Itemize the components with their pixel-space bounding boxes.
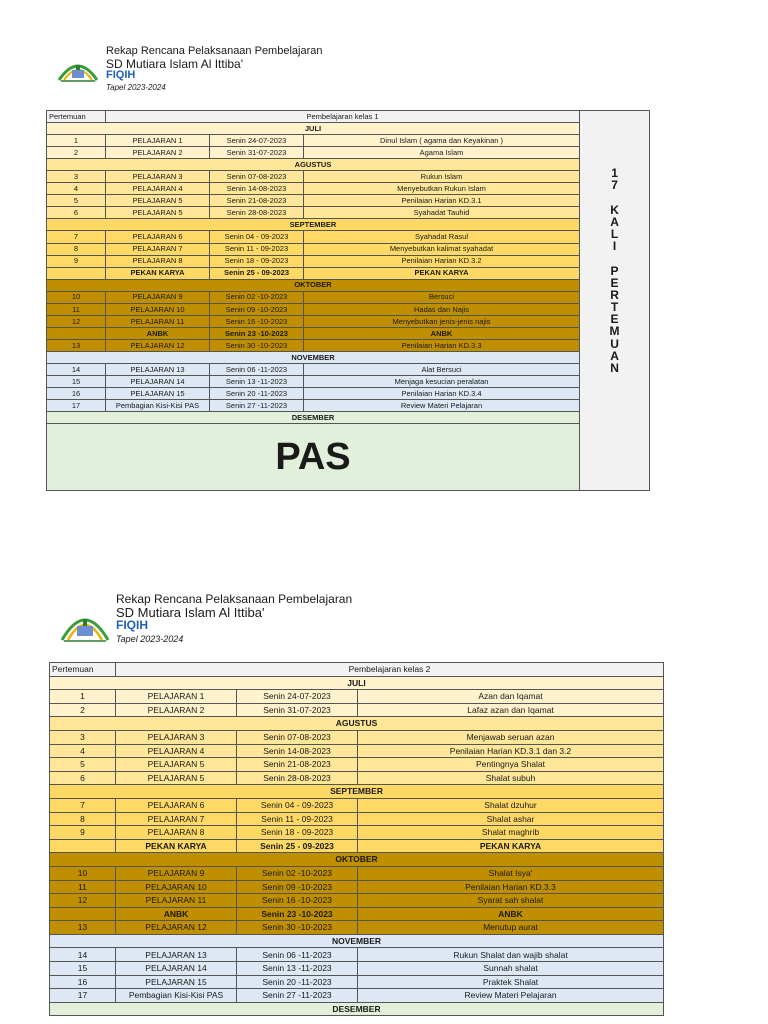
meeting-number-cell: 15: [50, 962, 116, 976]
table-row: [50, 880, 664, 894]
table-title: Pembelajaran kelas 1: [106, 111, 580, 123]
month-label: SEPTEMBER: [47, 219, 580, 231]
date-cell: Senin 09 -10-2023: [237, 880, 358, 894]
date-cell: Senin 31-07-2023: [237, 703, 358, 717]
table-row: [47, 291, 650, 303]
table-row: [50, 921, 664, 935]
banner-letter: E: [610, 312, 619, 327]
lesson-cell: ANBK: [106, 327, 210, 339]
banner-letter: M: [609, 324, 620, 339]
lesson-cell: PELAJARAN 7: [116, 812, 237, 826]
school-name: SD Mutiara Islam Al Ittiba': [116, 604, 265, 620]
date-cell: Senin 14-08-2023: [210, 183, 304, 195]
lesson-cell: PEKAN KARYA: [106, 267, 210, 279]
table-row: [47, 231, 650, 243]
table-row: [47, 243, 650, 255]
date-cell: Senin 09 -10-2023: [210, 303, 304, 315]
header-title: Rekap Rencana Pelaksanaan Pembelajaran: [116, 592, 353, 606]
table-row: [50, 744, 664, 758]
date-cell: Senin 30 -10-2023: [237, 921, 358, 935]
subject-name: FIQIH: [116, 618, 148, 633]
date-cell: Senin 16 -10-2023: [237, 894, 358, 908]
lesson-cell: PELAJARAN 5: [106, 195, 210, 207]
lesson-cell: ANBK: [116, 907, 237, 921]
meeting-number-cell: 11: [47, 303, 106, 315]
banner-letter: A: [610, 348, 619, 363]
banner-letter: P: [610, 263, 619, 278]
table-row: [47, 376, 650, 388]
topic-cell: Syarat sah shalat: [358, 894, 664, 908]
table-title: Pembelajaran kelas 2: [116, 663, 664, 677]
table-row: [50, 989, 664, 1003]
month-label: DESEMBER: [47, 412, 580, 424]
topic-cell: Lafaz azan dan Iqamat: [358, 703, 664, 717]
banner-letter: 7: [611, 178, 618, 193]
date-cell: Senin 27 -11-2023: [210, 400, 304, 412]
school-year: Tapel 2023-2024: [106, 82, 166, 92]
banner-letter: K: [610, 202, 619, 217]
lesson-cell: PELAJARAN 13: [106, 363, 210, 375]
lesson-cell: PELAJARAN 9: [116, 866, 237, 880]
meeting-number-cell: 5: [47, 195, 106, 207]
topic-cell: Penilaian Harian KD.3.2: [304, 255, 580, 267]
date-cell: Senin 18 - 09-2023: [237, 826, 358, 840]
table-row: [50, 866, 664, 880]
topic-cell: Penilaian Harian KD.3.3: [358, 880, 664, 894]
meeting-number-cell: 14: [47, 363, 106, 375]
topic-cell: PEKAN KARYA: [304, 267, 580, 279]
topic-cell: Azan dan Iqamat: [358, 690, 664, 704]
lesson-cell: PELAJARAN 6: [116, 798, 237, 812]
date-cell: Senin 21-08-2023: [210, 195, 304, 207]
date-cell: Senin 11 - 09-2023: [237, 812, 358, 826]
date-cell: Senin 13 -11-2023: [210, 376, 304, 388]
topic-cell: Shalat subuh: [358, 771, 664, 785]
meeting-number-cell: 2: [50, 703, 116, 717]
lesson-cell: PELAJARAN 6: [106, 231, 210, 243]
date-cell: Senin 31-07-2023: [210, 147, 304, 159]
date-cell: Senin 27 -11-2023: [237, 989, 358, 1003]
meeting-number-cell: 10: [50, 866, 116, 880]
topic-cell: Menyebutkan jenis-jenis najis: [304, 315, 580, 327]
lesson-cell: PEKAN KARYA: [116, 839, 237, 853]
table-header-row: [47, 111, 650, 123]
topic-cell: Penilaian Harian KD.3.1: [304, 195, 580, 207]
meeting-number-cell: [50, 907, 116, 921]
lesson-cell: PELAJARAN 1: [106, 135, 210, 147]
lesson-cell: PELAJARAN 12: [106, 339, 210, 351]
table-row: [50, 690, 664, 704]
month-header-row: [47, 219, 650, 231]
table-row: [47, 400, 650, 412]
meeting-number-cell: 17: [50, 989, 116, 1003]
date-cell: Senin 18 - 09-2023: [210, 255, 304, 267]
topic-cell: Dinul Islam ( agama dan Keyakinan ): [304, 135, 580, 147]
header-title: Rekap Rencana Pelaksanaan Pembelajaran: [106, 45, 323, 57]
month-header-row: [50, 676, 664, 690]
lesson-cell: PELAJARAN 2: [106, 147, 210, 159]
month-header-row: [47, 412, 650, 424]
meeting-number-cell: 4: [47, 183, 106, 195]
meeting-number-cell: 13: [47, 339, 106, 351]
date-cell: Senin 02 -10-2023: [237, 866, 358, 880]
lesson-cell: PELAJARAN 8: [106, 255, 210, 267]
table-row: [47, 388, 650, 400]
lesson-cell: PELAJARAN 5: [116, 771, 237, 785]
meeting-number-cell: 16: [47, 388, 106, 400]
date-cell: Senin 24-07-2023: [237, 690, 358, 704]
month-label: JULI: [50, 676, 664, 690]
meeting-number-cell: 12: [50, 894, 116, 908]
month-header-row: [50, 934, 664, 948]
meeting-number-cell: 3: [50, 730, 116, 744]
table-row: [47, 135, 650, 147]
meeting-number-cell: 3: [47, 171, 106, 183]
table-row: [47, 147, 650, 159]
lesson-cell: PELAJARAN 13: [116, 948, 237, 962]
date-cell: Senin 04 - 09-2023: [210, 231, 304, 243]
school-name: SD Mutiara Islam Al Ittiba': [106, 56, 244, 71]
month-header-row: [50, 785, 664, 799]
topic-cell: ANBK: [358, 907, 664, 921]
month-header-row: [50, 717, 664, 731]
topic-cell: Sunnah shalat: [358, 962, 664, 976]
school-logo: [55, 50, 101, 84]
lesson-cell: PELAJARAN 3: [106, 171, 210, 183]
pas-label: PAS: [47, 424, 580, 491]
table-row: [47, 195, 650, 207]
table-row: [47, 267, 650, 279]
banner-letter: A: [610, 214, 619, 229]
month-label: OKTOBER: [47, 279, 580, 291]
table-row: [50, 907, 664, 921]
lesson-cell: PELAJARAN 5: [106, 207, 210, 219]
table-row: [47, 255, 650, 267]
lesson-cell: PELAJARAN 5: [116, 758, 237, 772]
meeting-number-cell: 1: [50, 690, 116, 704]
date-cell: Senin 06 -11-2023: [237, 948, 358, 962]
document-header: [116, 593, 352, 644]
month-header-row: [50, 853, 664, 867]
topic-cell: Penilaian Harian KD.3.4: [304, 388, 580, 400]
meeting-number-cell: 13: [50, 921, 116, 935]
lesson-cell: PELAJARAN 12: [116, 921, 237, 935]
topic-cell: Review Materi Pelajaran: [304, 400, 580, 412]
lesson-cell: PELAJARAN 11: [106, 315, 210, 327]
meeting-number-cell: 5: [50, 758, 116, 772]
date-cell: Senin 25 - 09-2023: [237, 839, 358, 853]
banner-letter: T: [610, 300, 619, 315]
meeting-number-cell: 17: [47, 400, 106, 412]
table-row: [47, 339, 650, 351]
meeting-number-cell: 11: [50, 880, 116, 894]
table-row: [50, 839, 664, 853]
pertemuan-count-banner: [580, 111, 650, 491]
date-cell: Senin 02 -10-2023: [210, 291, 304, 303]
table-row: [47, 327, 650, 339]
meeting-number-cell: 6: [47, 207, 106, 219]
month-label: NOVEMBER: [50, 934, 664, 948]
meeting-number-cell: 14: [50, 948, 116, 962]
meeting-number-cell: [47, 327, 106, 339]
topic-cell: Rukun Shalat dan wajib shalat: [358, 948, 664, 962]
month-header-row: [50, 1002, 664, 1016]
topic-cell: Shalat ashar: [358, 812, 664, 826]
month-label: OKTOBER: [50, 853, 664, 867]
lesson-cell: PELAJARAN 8: [116, 826, 237, 840]
lesson-cell: PELAJARAN 1: [116, 690, 237, 704]
lesson-plan-table-kelas-2: [49, 662, 664, 1016]
month-header-row: [47, 123, 650, 135]
banner-letter: R: [610, 287, 619, 302]
meeting-number-cell: 8: [50, 812, 116, 826]
date-cell: Senin 24-07-2023: [210, 135, 304, 147]
column-header-pertemuan: Pertemuan: [50, 663, 116, 677]
date-cell: Senin 14-08-2023: [237, 744, 358, 758]
date-cell: Senin 28-08-2023: [237, 771, 358, 785]
school-year: Tapel 2023-2024: [116, 633, 184, 644]
topic-cell: Menutup aurat: [358, 921, 664, 935]
date-cell: Senin 11 - 09-2023: [210, 243, 304, 255]
meeting-number-cell: 10: [47, 291, 106, 303]
table-row: [47, 171, 650, 183]
table-row: [50, 812, 664, 826]
meeting-number-cell: 6: [50, 771, 116, 785]
month-label: AGUSTUS: [50, 717, 664, 731]
lesson-cell: PELAJARAN 3: [116, 730, 237, 744]
lesson-cell: PELAJARAN 15: [106, 388, 210, 400]
month-header-row: [47, 159, 650, 171]
lesson-cell: Pembagian Kisi-Kisi PAS: [106, 400, 210, 412]
banner-letter: L: [610, 226, 619, 241]
topic-cell: Penilaian Harian KD.3.3: [304, 339, 580, 351]
lesson-cell: PELAJARAN 10: [106, 303, 210, 315]
meeting-number-cell: 2: [47, 147, 106, 159]
banner-letter: E: [610, 275, 619, 290]
banner-letter: 1: [611, 166, 618, 180]
month-header-row: [47, 279, 650, 291]
meeting-number-cell: 16: [50, 975, 116, 989]
banner-letters: [582, 111, 647, 374]
table-row: [50, 962, 664, 976]
topic-cell: Syahadat Tauhid: [304, 207, 580, 219]
lesson-cell: PELAJARAN 2: [116, 703, 237, 717]
lesson-cell: PELAJARAN 4: [106, 183, 210, 195]
table-row: [50, 771, 664, 785]
banner-letter: I: [612, 239, 617, 254]
table-row: [47, 183, 650, 195]
meeting-number-cell: 15: [47, 376, 106, 388]
date-cell: Senin 28-08-2023: [210, 207, 304, 219]
meeting-number-cell: 8: [47, 243, 106, 255]
date-cell: Senin 16 -10-2023: [210, 315, 304, 327]
topic-cell: PEKAN KARYA: [358, 839, 664, 853]
table-header-row: [50, 663, 664, 677]
month-label: AGUSTUS: [47, 159, 580, 171]
topic-cell: Menyebutkan Rukun Islam: [304, 183, 580, 195]
table-row: [50, 894, 664, 908]
date-cell: Senin 13 -11-2023: [237, 962, 358, 976]
lesson-cell: PELAJARAN 15: [116, 975, 237, 989]
table-row: [47, 303, 650, 315]
meeting-number-cell: 4: [50, 744, 116, 758]
table-row: [50, 948, 664, 962]
lesson-cell: PELAJARAN 7: [106, 243, 210, 255]
month-header-row: [47, 351, 650, 363]
topic-cell: Pentingnya Shalat: [358, 758, 664, 772]
topic-cell: Menjaga kesucian peralatan: [304, 376, 580, 388]
topic-cell: Syahadat Rasul: [304, 231, 580, 243]
date-cell: Senin 06 -11-2023: [210, 363, 304, 375]
date-cell: Senin 21-08-2023: [237, 758, 358, 772]
date-cell: Senin 20 -11-2023: [210, 388, 304, 400]
table-row: [47, 315, 650, 327]
lesson-cell: PELAJARAN 11: [116, 894, 237, 908]
meeting-number-cell: 9: [47, 255, 106, 267]
month-label: JULI: [47, 123, 580, 135]
lesson-cell: PELAJARAN 9: [106, 291, 210, 303]
table-row: [50, 798, 664, 812]
table-row: [50, 826, 664, 840]
topic-cell: Shalat maghrib: [358, 826, 664, 840]
topic-cell: Penilaian Harian KD.3.1 dan 3.2: [358, 744, 664, 758]
table-row: [47, 363, 650, 375]
topic-cell: Alat Bersuci: [304, 363, 580, 375]
lesson-cell: PELAJARAN 14: [106, 376, 210, 388]
banner-letter: N: [610, 361, 619, 375]
date-cell: Senin 25 - 09-2023: [210, 267, 304, 279]
column-header-pertemuan: Pertemuan: [47, 111, 106, 123]
meeting-number-cell: [50, 839, 116, 853]
month-label: NOVEMBER: [47, 351, 580, 363]
table-row: [47, 207, 650, 219]
meeting-number-cell: 12: [47, 315, 106, 327]
month-label: DESEMBER: [50, 1002, 664, 1016]
lesson-cell: PELAJARAN 14: [116, 962, 237, 976]
document-header: [106, 46, 322, 92]
subject-name: FIQIH: [106, 69, 136, 82]
topic-cell: ANBK: [304, 327, 580, 339]
topic-cell: Shalat dzuhur: [358, 798, 664, 812]
school-logo: [58, 598, 112, 644]
table-row: [50, 758, 664, 772]
topic-cell: Praktek Shalat: [358, 975, 664, 989]
table-row: [50, 975, 664, 989]
topic-cell: Menjawab seruan azan: [358, 730, 664, 744]
topic-cell: Rukun Islam: [304, 171, 580, 183]
meeting-number-cell: 7: [50, 798, 116, 812]
meeting-number-cell: 9: [50, 826, 116, 840]
topic-cell: Bersuci: [304, 291, 580, 303]
date-cell: Senin 23 -10-2023: [210, 327, 304, 339]
table-row: [50, 730, 664, 744]
meeting-number-cell: [47, 267, 106, 279]
date-cell: Senin 23 -10-2023: [237, 907, 358, 921]
topic-cell: Review Materi Pelajaran: [358, 989, 664, 1003]
date-cell: Senin 07-08-2023: [210, 171, 304, 183]
date-cell: Senin 20 -11-2023: [237, 975, 358, 989]
month-label: SEPTEMBER: [50, 785, 664, 799]
lesson-plan-table-kelas-1: [46, 110, 650, 491]
lesson-cell: Pembagian Kisi-Kisi PAS: [116, 989, 237, 1003]
lesson-cell: PELAJARAN 10: [116, 880, 237, 894]
topic-cell: Hadas dan Najis: [304, 303, 580, 315]
pas-row: [47, 424, 650, 491]
table-row: [50, 703, 664, 717]
date-cell: Senin 30 -10-2023: [210, 339, 304, 351]
topic-cell: Agama Islam: [304, 147, 580, 159]
meeting-number-cell: 1: [47, 135, 106, 147]
banner-letter: U: [610, 336, 619, 351]
meeting-number-cell: 7: [47, 231, 106, 243]
topic-cell: Shalat Isya': [358, 866, 664, 880]
lesson-cell: PELAJARAN 4: [116, 744, 237, 758]
date-cell: Senin 07-08-2023: [237, 730, 358, 744]
topic-cell: Menyebutkan kalimat syahadat: [304, 243, 580, 255]
date-cell: Senin 04 - 09-2023: [237, 798, 358, 812]
